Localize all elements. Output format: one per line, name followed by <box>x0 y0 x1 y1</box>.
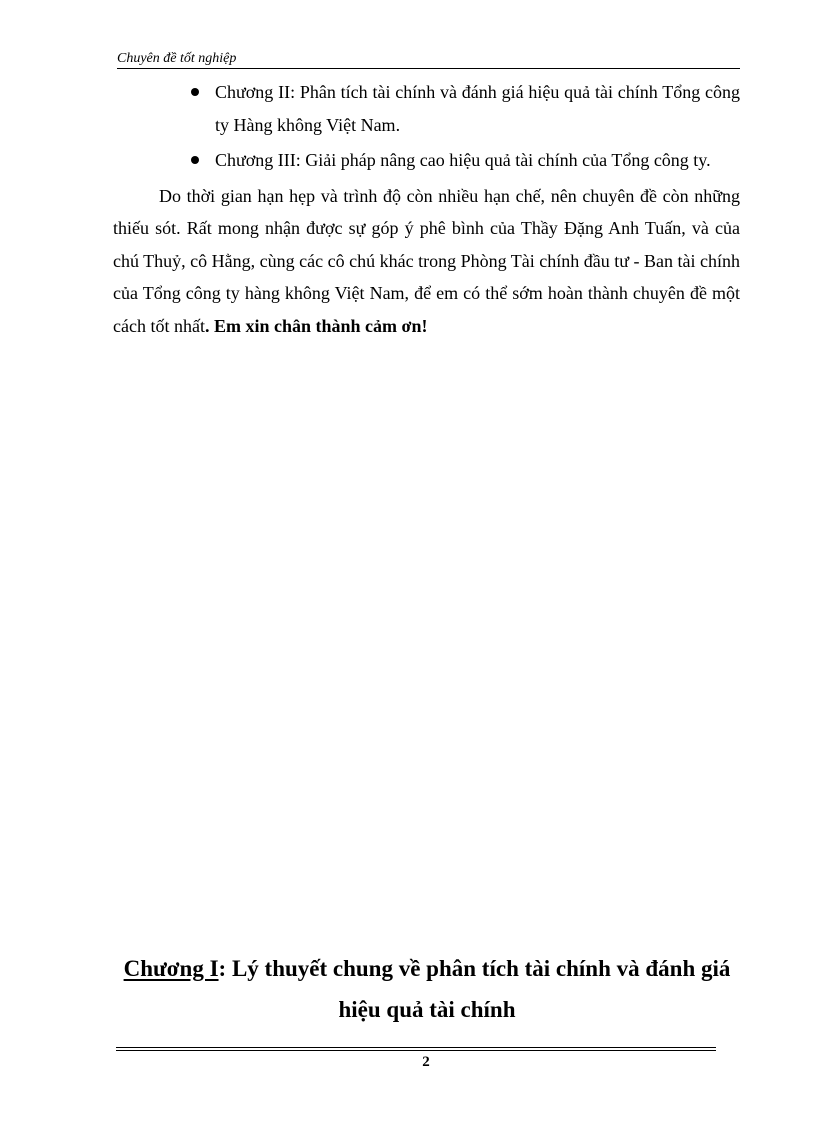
chapter-heading <box>117 948 737 1030</box>
footer-rule <box>116 1047 716 1048</box>
bullet-item-chapter-2 <box>215 76 740 141</box>
chapter-title: : Lý thuyết chung về phân tích tài chính và đánh giá hiệu quả tài chính <box>218 956 731 1022</box>
paragraph-text: Do thời gian hạn hẹp và trình độ còn nhiều hạn chế, nên chuyên đề còn những thiếu sót. Rất mong nhận được sự góp ý phê bình của Thầy Đặng Anh Tuấn, và của chú Thuỷ, cô Hằng, cùng các cô chú khác trong Phòng Tài chính đầu tư - Ban tài chính của Tổng công ty hàng không Việt Nam, để em có thể sớm hoàn thành chuyên đề một cách tốt nhất <box>113 185 740 336</box>
page-number: 2 <box>422 1054 430 1070</box>
header-title: Chuyên đề tốt nghiệp <box>117 51 237 66</box>
bullet-icon <box>191 88 199 96</box>
bullet-icon <box>191 156 199 164</box>
page-content <box>113 76 740 342</box>
bullet-item-chapter-3 <box>215 144 740 177</box>
thanks-text: . Em xin chân thành cảm ơn! <box>204 315 428 336</box>
page-header <box>117 50 740 69</box>
footer-rule <box>116 1050 716 1051</box>
chapter-label: Chương I <box>123 956 219 981</box>
bullet-text: Chương II: Phân tích tài chính và đánh giá hiệu quả tài chính Tổng công ty Hàng không Việt Nam. <box>215 82 740 135</box>
closing-paragraph <box>113 180 740 343</box>
bullet-text: Chương III: Giải pháp nâng cao hiệu quả tài chính của Tổng công ty. <box>215 150 711 170</box>
